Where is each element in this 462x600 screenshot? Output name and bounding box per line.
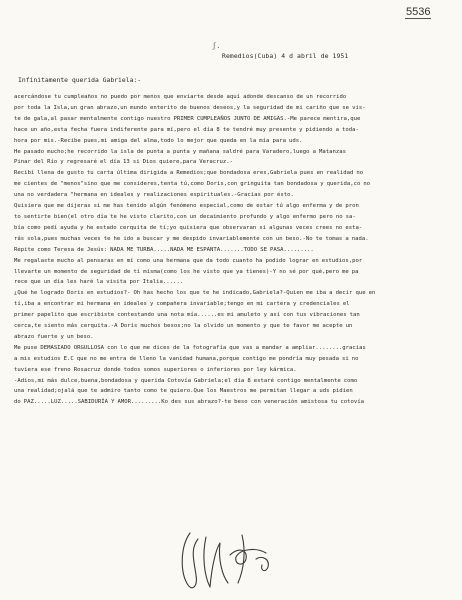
letter-line: rás sola,pues muchas veces te he ido a buscar y me despido invariablemente con un beso.-No te tomas a nada. bbox=[14, 235, 369, 242]
letter-line: Me puse DEMASIADO ORGULLOSA con lo que me dices de la fotografía que vas a mandar a ampliar........gracias bbox=[14, 344, 366, 351]
letter-line: hora por mis.-Recibe pues,mi amiga del alma,todo lo mejor que queda en la mía para uds. bbox=[14, 137, 303, 144]
letter-line: bía como pedí ayuda y he estado cerquita de tí;yo quisiera que observaran si algunas veces crees no esta- bbox=[14, 224, 363, 231]
letter-line: rece que un día les haré la visita por Italia...... bbox=[14, 279, 184, 286]
letter-line: tí,iba a encontrar mi hermana en ideales y compañera invariable;tengo en mi cartera y credenciales el bbox=[14, 301, 350, 308]
letter-line: Recibí llena de gusto tu carta última dirigida a Remedios;que bondadosa eres,Gabriela pues en realidad no bbox=[14, 170, 364, 177]
letter-line: Repite como Teresa de Jesús: NADA ME TURBA.....NADA ME ESPANTA.......TODO SE PASA......... bbox=[14, 246, 314, 253]
letter-line: te de gala,al pasar mentalmente contigo nuestro PRIMER CUMPLEAÑOS JUNTO DE AMIGAS.-Me parece mentira,que bbox=[14, 115, 361, 122]
letter-line: me cientes de "menos"sino que me consideres,tenta tú,como Doris,con gringuita tan bondadosa y querida,co no bbox=[14, 181, 371, 188]
letter-line: do PAZ.....LUZ.....SABIDURÍA Y AMOR.........Ko des sus abrazo?-te beso con veneración amistosa tu cotovía bbox=[14, 399, 365, 406]
letter-line: tuviera ese freno Rosacruz donde todos somos superiores o inferiores por ley kármica. bbox=[14, 366, 297, 373]
letter-body bbox=[14, 92, 452, 408]
letter-line: llevarte un momento de seguridad de tí misma(como los he visto que ya tienes)-Y no sé por qué,pero me pa bbox=[14, 268, 359, 275]
header-mark: ʃ. bbox=[212, 42, 221, 50]
letter-line: acercándose tu cumpleaños no puedo por menos que enviarte desde aquí adonde descanso de un recorrido bbox=[14, 94, 347, 100]
letter-line: hace un año,esta fecha fuera indiferente para mí,pero el día 8 te tendré muy presente y pidiendo a toda- bbox=[14, 126, 359, 133]
letter-line: He pasado mucho;he recorrido la isla de punta a punta y mañana saldré para Varadero,luego a Matanzas bbox=[14, 148, 346, 155]
letter-line: abrazo fuerte y un beso. bbox=[14, 333, 94, 340]
archive-number: 5536 bbox=[406, 6, 431, 18]
letter-line: una no verdadera "hermana en ideales y realizaciones espirituales.-Gracias por ésto. bbox=[14, 192, 294, 199]
letter-line: por toda la Isla,un gran abrazo,un mundo enterito de buenos deseos,y la seguridad de mi cariño que se vis- bbox=[14, 104, 366, 111]
dateline: Remedios(Cuba) 4 d abril de 1951 bbox=[222, 52, 349, 60]
letter-line: una realidad;ojalá que te admiro tanto como te quiero.Que los Maestros me permitan llegar a uds pidien bbox=[14, 388, 353, 395]
letter-line: Quisiera que me dijeras si me has tenido algún fenómeno especial,como de estar tú algo enferma y de pron bbox=[14, 203, 359, 210]
greeting: Infinitamente querida Gabriela:- bbox=[18, 76, 142, 84]
letter-line: ¿Qué he logrado Doris en estudios?- Oh has hecho los que te he indicado,Gabriela?-Quien me iba a decir que en bbox=[14, 290, 376, 297]
letter-line: Pinar del Río y regresaré el día 13 si Dios quiere,para Veracruz.- bbox=[14, 159, 233, 166]
handwritten-signature bbox=[176, 525, 286, 593]
letter-line: cerca,te siento más cerquita.-A Doris muchos besos;no la olvido un momento y que te favor me acepte un bbox=[14, 323, 353, 330]
letter-line: Me regalaste mucho al pensaras en mí como una hermana que da todo cuanto ha podido lograr en estudios,por bbox=[14, 257, 363, 264]
letter-line: primer papelito que escribiste contestando una nota mía......es mi amuleto y así con tus vibraciones tan bbox=[14, 312, 360, 319]
letter-line: -Adios,mi más dulce,buena,bondadosa y querida Cotovía Gabriela;el día 8 estaré contigo mentalmente como bbox=[14, 377, 358, 384]
letter-line: to sentirte bien(el otro día te he visto clarito,con un decaimiento profundo y algo enfermo pero no sa- bbox=[14, 213, 356, 220]
letter-line: a mis estudios E.C que no me entra de lleno la vanidad humana,porque contigo me pondría muy pesada si no bbox=[14, 355, 359, 362]
